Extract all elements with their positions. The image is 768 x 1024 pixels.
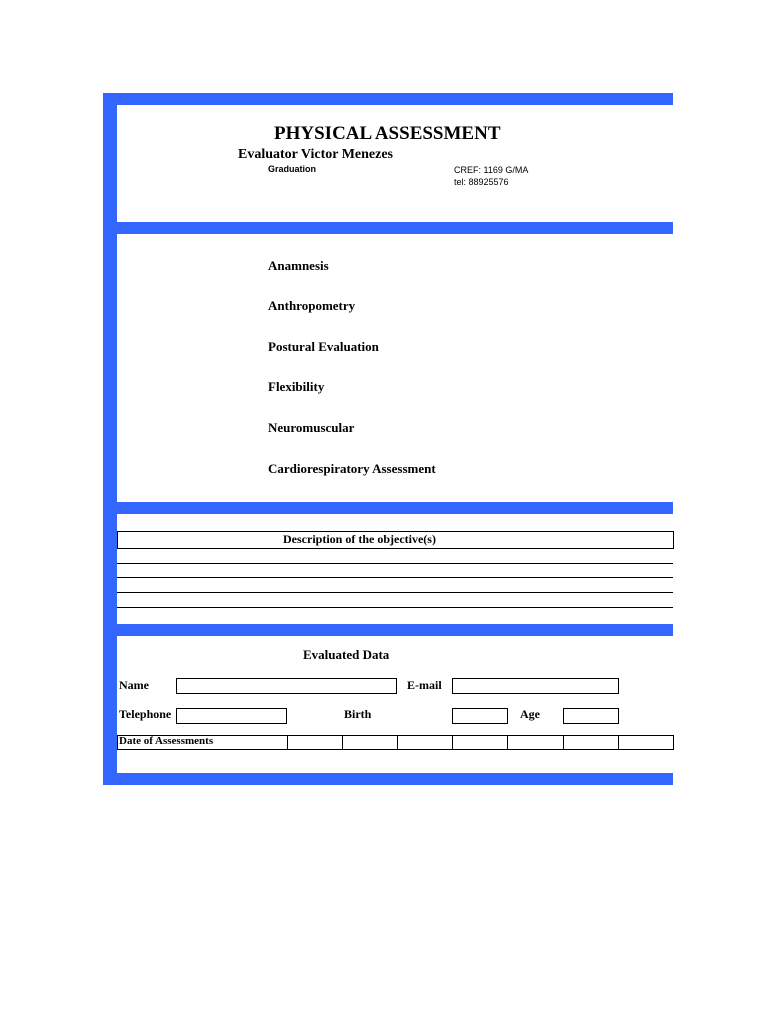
divider-bar-3 [103, 624, 673, 636]
evaluated-data-title: Evaluated Data [303, 647, 390, 662]
objective-line-1[interactable] [117, 563, 673, 564]
evaluator-name: Evaluator Victor Menezes [238, 147, 394, 162]
date-cell-4[interactable] [452, 735, 508, 750]
telephone-field[interactable] [176, 708, 287, 724]
name-field[interactable] [176, 678, 397, 694]
email-field[interactable] [452, 678, 619, 694]
section-neuromuscular: Neuromuscular [268, 420, 355, 435]
date-cell-7[interactable] [618, 735, 674, 750]
dates-label: Date of Assessments [119, 735, 214, 747]
age-field[interactable] [563, 708, 619, 724]
objective-line-3[interactable] [117, 592, 673, 593]
page-title: PHYSICAL ASSESSMENT [274, 123, 501, 144]
left-bar [103, 93, 117, 785]
telephone-label: Telephone [119, 707, 172, 721]
birth-label: Birth [344, 707, 372, 721]
divider-bar-2 [103, 502, 673, 514]
section-cardiorespiratory: Cardiorespiratory Assessment [268, 461, 436, 476]
divider-bar-1 [103, 222, 673, 234]
age-label: Age [520, 707, 540, 721]
section-flexibility: Flexibility [268, 379, 325, 394]
name-label: Name [119, 678, 149, 692]
date-cell-3[interactable] [397, 735, 453, 750]
section-anthropometry: Anthropometry [268, 298, 356, 313]
section-anamnesis: Anamnesis [268, 258, 329, 273]
birth-field[interactable] [452, 708, 508, 724]
section-postural-evaluation: Postural Evaluation [268, 339, 379, 354]
date-cell-2[interactable] [342, 735, 398, 750]
cref-text: CREF: 1169 G/MA [454, 165, 529, 175]
top-bar [103, 93, 673, 105]
objective-line-4[interactable] [117, 607, 673, 608]
bottom-bar [103, 773, 673, 785]
tel-text: tel: 88925576 [454, 177, 509, 187]
objective-line-2[interactable] [117, 577, 673, 578]
date-cell-6[interactable] [563, 735, 619, 750]
date-cell-5[interactable] [507, 735, 564, 750]
objectives-header: Description of the objective(s) [283, 532, 436, 546]
email-label: E-mail [407, 678, 442, 692]
date-cell-1[interactable] [287, 735, 343, 750]
graduation-label: Graduation [268, 164, 317, 174]
